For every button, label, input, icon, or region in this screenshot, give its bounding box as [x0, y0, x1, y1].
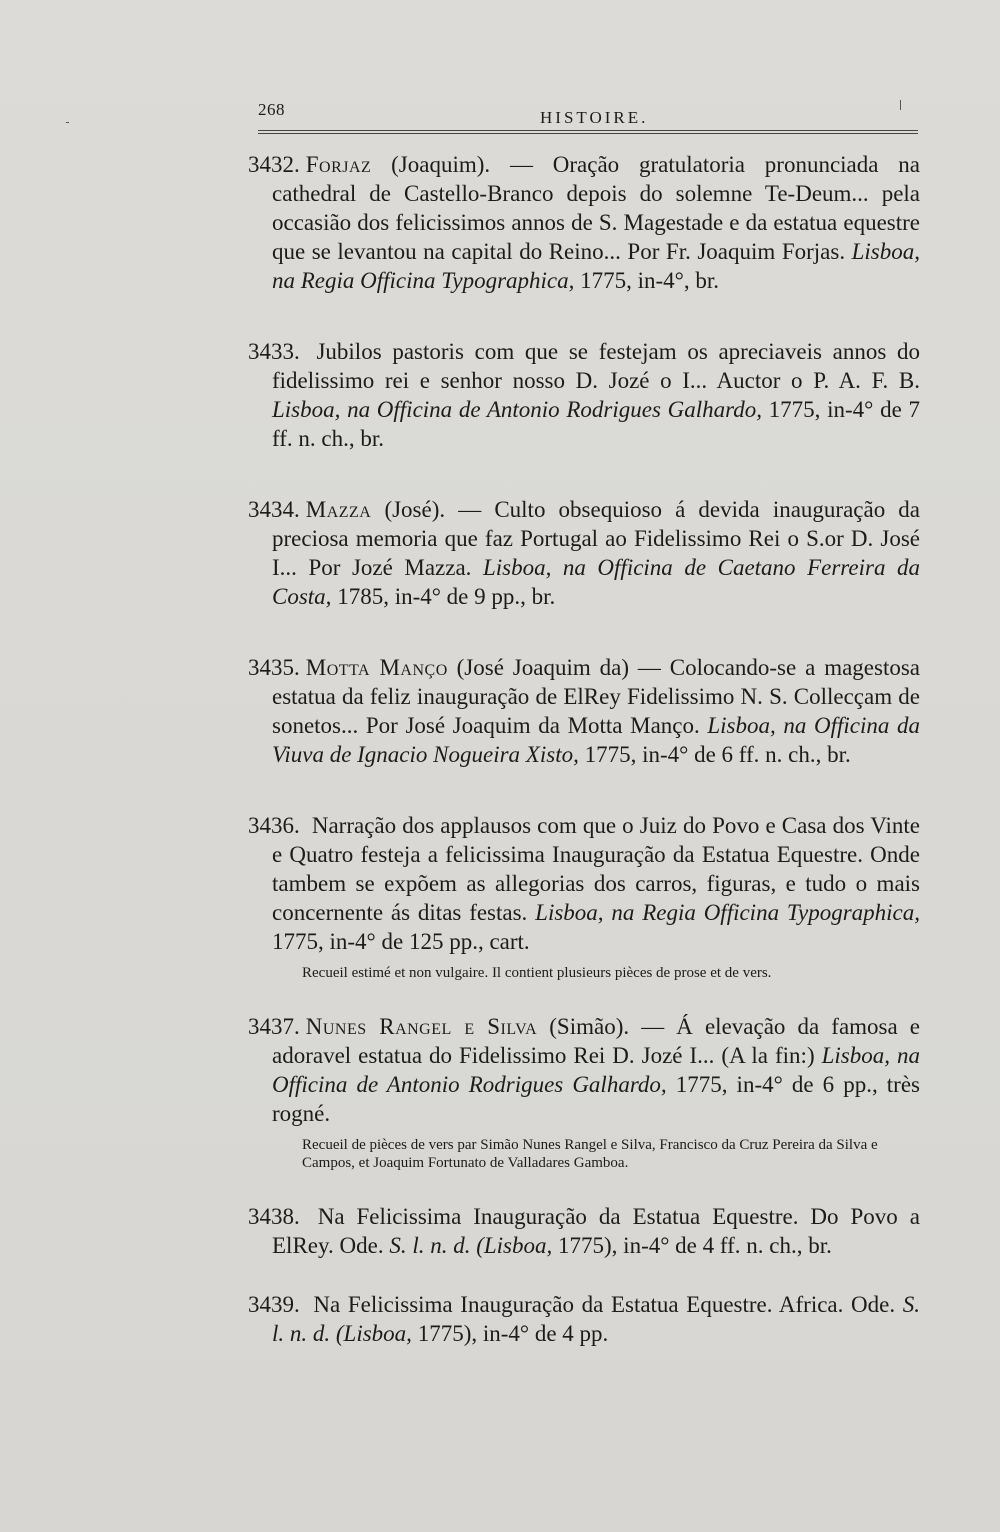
entry-title: — Á elevação da famosa e adoravel estatua do Fidelissimo Rei D. Jozé I... (A la fin:) — [272, 1014, 920, 1068]
catalog-entry — [248, 150, 920, 295]
entry-number: 3437. — [248, 1014, 300, 1039]
entry-number: 3438. — [248, 1204, 300, 1229]
entry-number: 3433. — [248, 339, 300, 364]
entry-number: 3435. — [248, 655, 300, 680]
catalog-entries — [248, 150, 920, 1378]
page-number: 268 — [258, 100, 285, 119]
page-mark — [66, 122, 69, 123]
entry-note: Recueil estimé et non vulgaire. Il contient plusieurs pièces de prose et de vers. — [302, 965, 772, 981]
entry-collation: 1775, in-4° de 125 pp., cart. — [272, 929, 530, 954]
entry-title: Narração dos applausos com que o Juiz do Povo e Casa dos Vinte e Quatro festeja a felicissima Inauguração da Estatua Equestre. Onde tambem se expõem as allegorias dos carros, figuras, e tudo o mais concernente ás ditas festas. — [272, 813, 920, 925]
entry-author-detail: (Joaquim). — [371, 152, 491, 177]
entry-imprint: Lisboa, na Officina da Viuva de Ignacio Nogueira Xisto, — [272, 713, 921, 767]
entry-title: — Culto obsequioso á devida inauguração da preciosa memoria que faz Portugal ao Fidelissimo Rei o S.or D. José I... Por Jozé Mazza. — [272, 497, 920, 580]
catalog-entry — [248, 495, 920, 611]
entry-collation: 1775, in-4° de 6 pp., très rogné. — [272, 1072, 920, 1126]
entry-number: 3432. — [248, 152, 300, 177]
entry-author-detail: (José Joaquim da) — [447, 655, 629, 680]
entry-author-detail: (José). — [371, 497, 446, 522]
entry-author: Forjaz — [305, 152, 372, 177]
catalog-entry — [248, 653, 920, 769]
entry-collation: 1785, in-4° de 9 pp., br. — [331, 584, 556, 609]
catalog-entry — [248, 1290, 920, 1348]
entry-author: Motta Manço — [305, 655, 448, 680]
entry-imprint: Lisboa, na Officina de Caetano Ferreira da Costa, — [272, 555, 920, 609]
entry-author: Nunes Rangel e Silva — [305, 1014, 538, 1039]
entry-number: 3439. — [248, 1292, 300, 1317]
entry-title: Na Felicissima Inauguração da Estatua Equestre. Africa. Ode. — [305, 1292, 903, 1317]
entry-imprint: Lisboa, na Officina de Antonio Rodrigues Galhardo, — [272, 1043, 920, 1097]
entry-title: — Colocando-se a magestosa estatua da feliz inauguração de ElRey Fidelissimo N. S. Collecçam de sonetos... Por José Joaquim da Motta Manço. — [272, 655, 920, 738]
entry-number: 3436. — [248, 813, 300, 838]
catalog-entry — [248, 1202, 920, 1260]
entry-imprint: Lisboa, na Regia Officina Typographica, — [272, 239, 920, 293]
catalog-entry — [248, 337, 920, 453]
page-mark — [900, 100, 901, 110]
entry-imprint: S. l. n. d. (Lisboa, — [389, 1233, 553, 1258]
entry-imprint: S. l. n. d. (Lisboa, — [272, 1292, 920, 1346]
entry-note: Recueil de pièces de vers par Simão Nunes Rangel e Silva, Francisco da Cruz Pereira da Silva e Campos, et Joaquim Fortunato de Valladares Gamboa. — [302, 1137, 878, 1171]
header-rule — [258, 130, 918, 134]
entry-collation: 1775, in-4° de 7 ff. n. ch., br. — [272, 397, 920, 451]
entry-author: Mazza — [305, 497, 372, 522]
entry-author-detail: (Simão). — [537, 1014, 630, 1039]
entry-title: Na Felicissima Inauguração da Estatua Equestre. Do Povo a ElRey. Ode. — [272, 1204, 920, 1258]
entry-title: Jubilos pastoris com que se festejam os apreciaveis annos do fidelissimo rei e senhor nosso D. Jozé o I... Auctor o P. A. F. B. — [272, 339, 920, 393]
catalog-entry — [248, 1012, 920, 1172]
entry-imprint: Lisboa, na Officina de Antonio Rodrigues Galhardo, — [272, 397, 762, 422]
catalog-entry — [248, 811, 920, 982]
entry-number: 3434. — [248, 497, 300, 522]
entry-collation: 1775), in-4° de 4 pp. — [411, 1321, 609, 1346]
entry-imprint: Lisboa, na Regia Officina Typographica, — [535, 900, 920, 925]
running-title: HISTOIRE. — [540, 108, 649, 127]
entry-collation: 1775), in-4° de 4 ff. n. ch., br. — [552, 1233, 832, 1258]
page-header — [258, 100, 918, 146]
entry-title: — Oração gratulatoria pronunciada na cathedral de Castello-Branco depois do solemne Te-Deum... pela occasião dos felicissimos annos de S. Magestade e da estatua equestre que se levantou na capital do Reino... Por Fr. Joaquim Forjas. — [272, 152, 920, 264]
entry-collation: 1775, in-4°, br. — [574, 268, 720, 293]
entry-collation: 1775, in-4° de 6 ff. n. ch., br. — [578, 742, 851, 767]
